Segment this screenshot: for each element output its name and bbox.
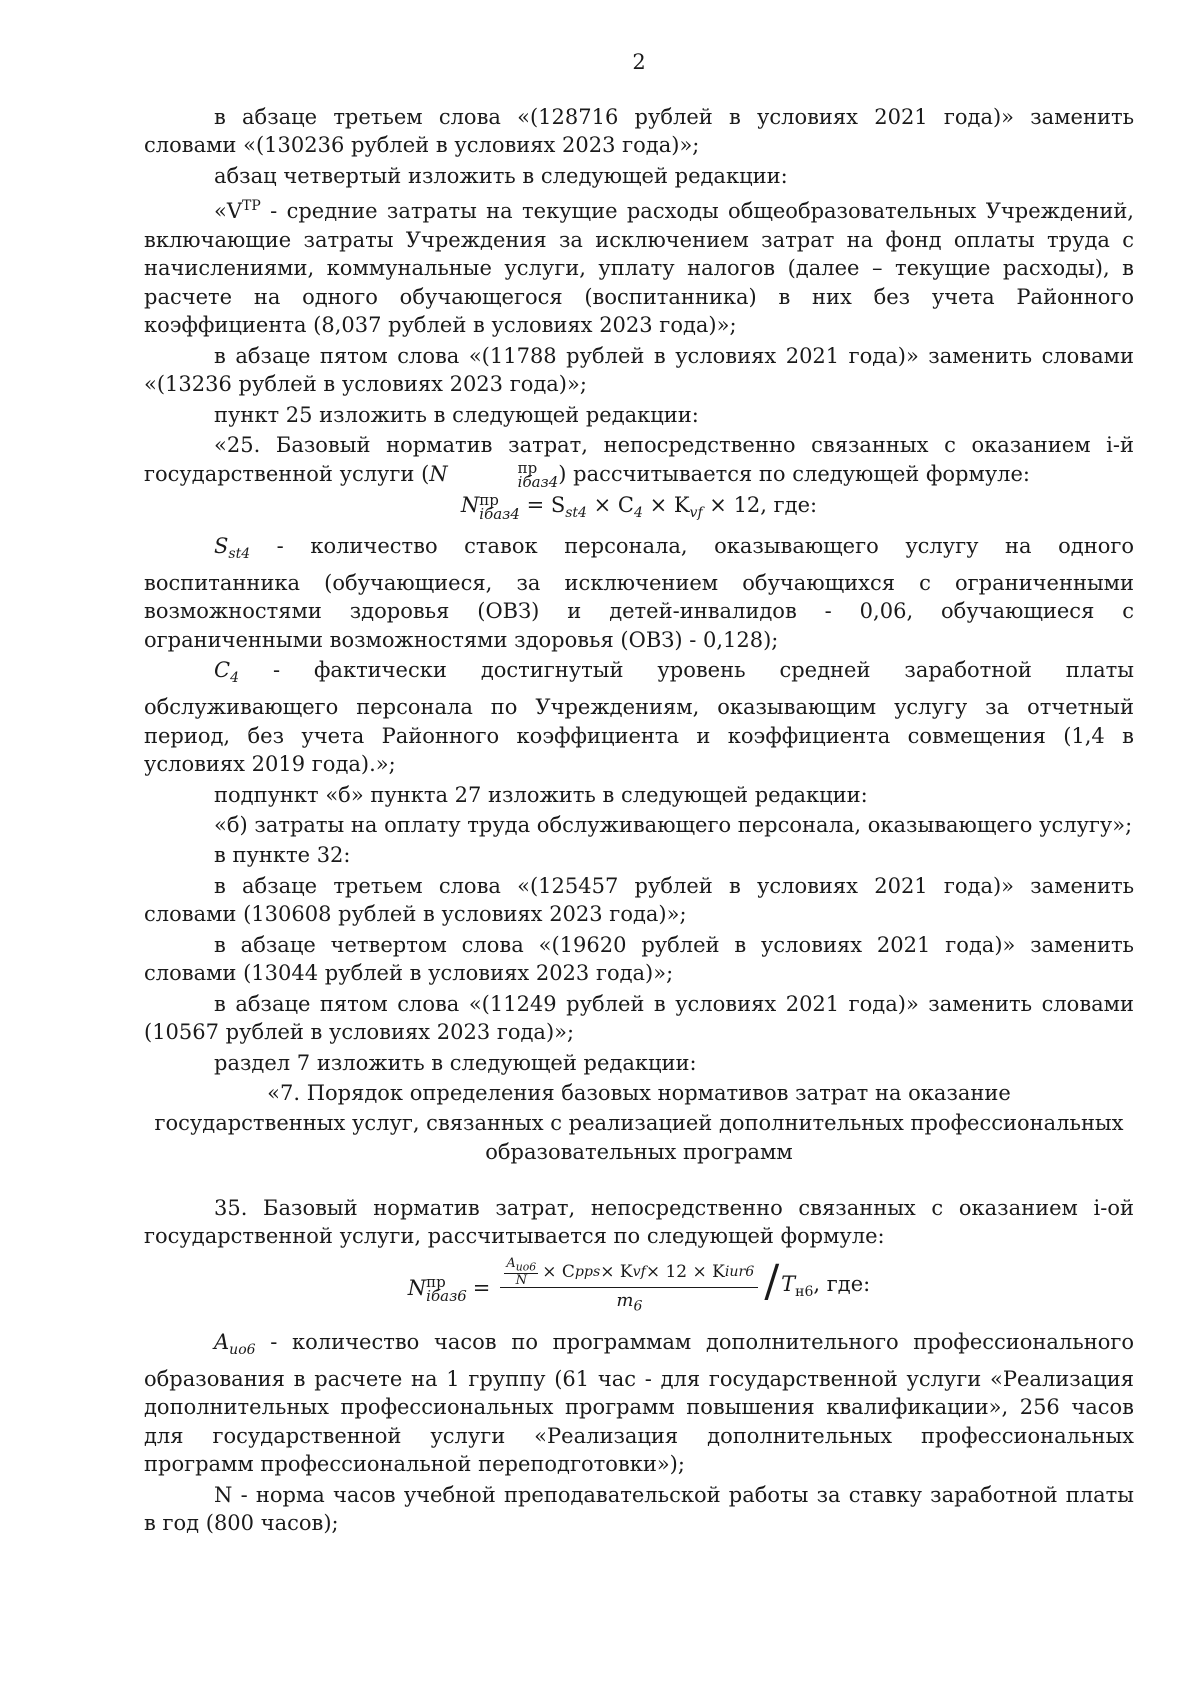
definition-auo6: $A_{uo6}$ - количество часов по программам дополнительного профессионального образования в расчете на 1 группу (61 час - для государственной услуги «Реализация дополнительных профессиональных программ повышения квалификации», 256 часов для государственной услуги «Реализация дополнительных профессиональных программ профессиональной переподготовки»); (144, 1329, 1134, 1477)
formula-n-ibaz4: N пр iбаз4 = $S_{st4} \times C_4 \times K_{vf} \times 12$, где: (460, 490, 818, 523)
definition-sst4: $S_{st4}$ - количество ставок персонала, оказывающего услугу на одного воспитанника (обучающиеся, за исключением обучающихся с ограниченными возможностями здоровья (ОВЗ) и детей-инвалидов - 0,06, обучающиеся с ограниченными возможностями здоровья (ОВЗ) - 0,128); (144, 533, 1134, 652)
paragraph-p27-intro: подпункт «б» пункта 27 изложить в следующей редакции: (214, 782, 868, 807)
section7-heading: «7. Порядок определения базовых нормативов затрат на оказание государственных услуг, связанных с реализацией дополнительных профессиональных образовательных программ (154, 1081, 1124, 1165)
paragraph-abzac-4-intro: абзац четвертый изложить в следующей редакции: (214, 163, 788, 188)
page-number: 2 (632, 50, 646, 74)
definition-n: N - норма часов учебной преподавательской работы за ставку заработной платы в год (800 часов); (144, 1482, 1134, 1536)
paragraph-abzac-3: в абзаце третьем слова «(128716 рублей в условиях 2021 года)» заменить словами «(130236 рублей в условиях 2023 года)»; (144, 104, 1134, 158)
symbol-n-ibaz4-inline: N пр iбаз4 (429, 459, 559, 492)
paragraph-p25: «25. Базовый норматив затрат, непосредственно связанных с оказанием i-й государственной услуги (N пр iбаз4 ) рассчитывается по следующей формуле: (144, 433, 1134, 492)
definition-c4: $C_4$ - фактически достигнутый уровень средней заработной платы обслуживающего персонала по Учреждениям, оказывающим услугу за отчетный период, без учета Районного коэффициента и коэффициента совмещения (1,4 в условиях 2019 года).»; (144, 658, 1134, 777)
formula-n-ibaz6: N пр iбаз6 = $\frac{A_{uo6}}{N}$ × C pps × K vf × 12 × K iur6 $m_6$ / $T_{н6}$, где: (144, 1257, 1134, 1320)
paragraph-p32-abzac5: в абзаце пятом слова «(11249 рублей в условиях 2021 года)» заменить словами (10567 рублей в условиях 2023 года)»; (144, 991, 1134, 1045)
paragraph-p32-abzac3: в абзаце третьем слова «(125457 рублей в условиях 2021 года)» заменить словами (130608 рублей в условиях 2023 года)»; (144, 873, 1134, 927)
paragraph-p27b: «б) затраты на оплату труда обслуживающего персонала, оказывающего услугу»; (214, 812, 1133, 837)
paragraph-p32-abzac4: в абзаце четвертом слова «(19620 рублей в условиях 2021 года)» заменить словами (13044 рублей в условиях 2023 года)»; (144, 932, 1134, 986)
paragraph-vtr-definition: «$V^{ТР}$ - средние затраты на текущие расходы общеобразовательных Учреждений, включающие затраты Учреждения за исключением затрат на фонд оплаты труда с начислениями, коммунальные услуги, уплату налогов (далее – текущие расходы), в расчете на одного обучающегося (воспитанника) в них без учета Районного коэффициента (8,037 рублей в условиях 2023 года)»; (144, 197, 1134, 338)
paragraph-p25-intro: пункт 25 изложить в следующей редакции: (214, 402, 699, 427)
paragraph-p32-intro: в пункте 32: (214, 843, 351, 868)
paragraph-abzac-5: в абзаце пятом слова «(11788 рублей в условиях 2021 года)» заменить словами «(13236 рублей в условиях 2023 года)»; (144, 343, 1134, 397)
paragraph-section7-intro: раздел 7 изложить в следующей редакции: (214, 1050, 697, 1075)
formula-fraction: $\frac{A_{uo6}}{N}$ × C pps × K vf × 12 × K iur6 $m_6$ (500, 1257, 758, 1320)
paragraph-p35: 35. Базовый норматив затрат, непосредственно связанных с оказанием i-ой государственной услуги, рассчитывается по следующей формуле: (144, 1195, 1134, 1249)
